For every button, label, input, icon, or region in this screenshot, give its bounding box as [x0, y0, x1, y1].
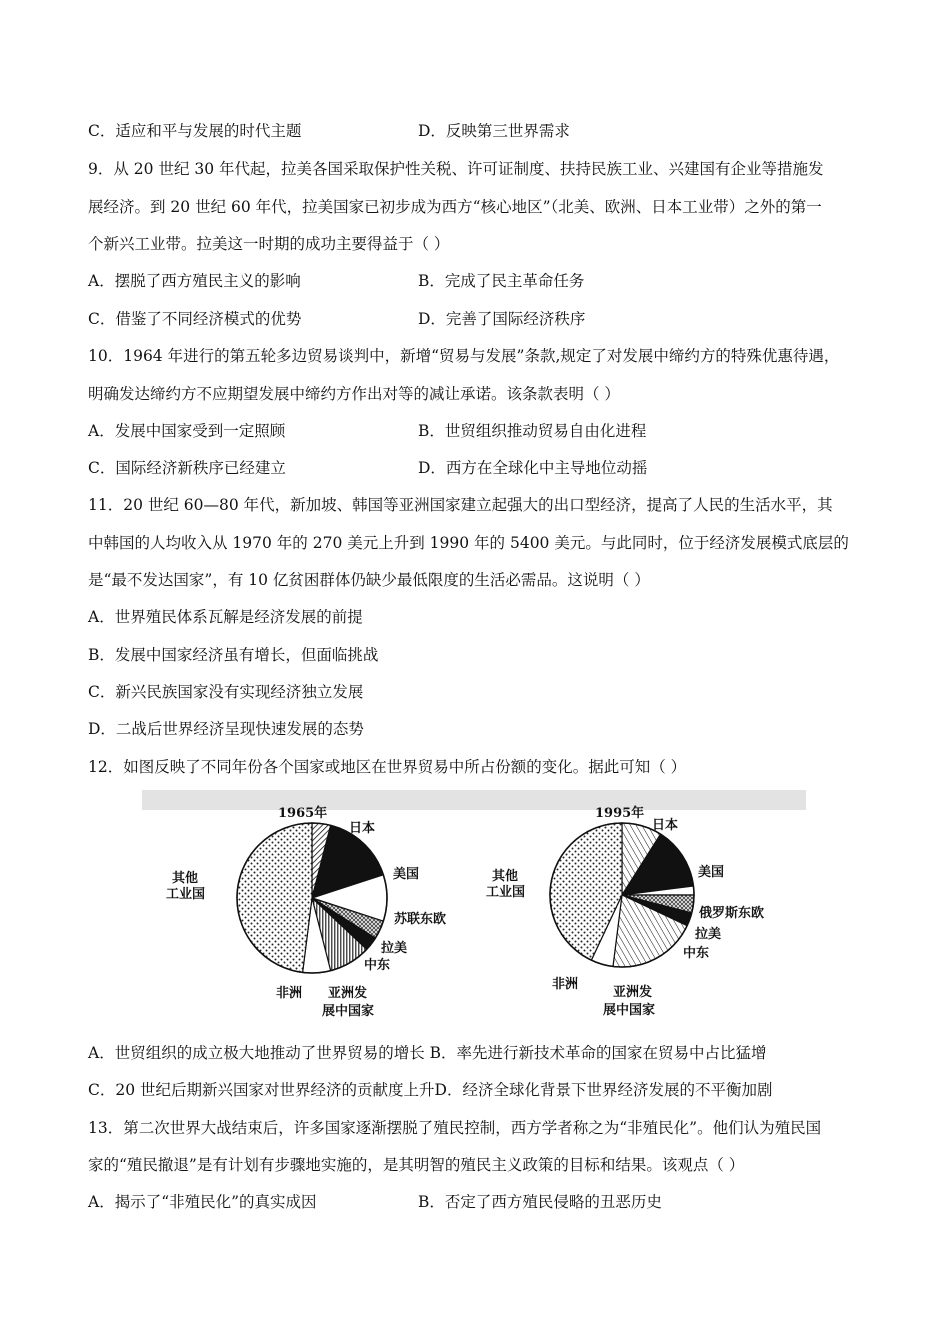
q9-stem-line-3: 个新兴工业带。拉美这一时期的成功主要得益于（ ）: [88, 235, 450, 253]
pie-1995: [550, 823, 694, 967]
figure-top-band: [142, 790, 806, 810]
pie-charts-svg: [142, 790, 806, 1030]
q10-option-a[interactable]: A．发展中国家受到一定照顾: [88, 422, 286, 440]
q12-pie-figure: [142, 790, 806, 1030]
pie-1995-japan-label: 日本: [652, 818, 679, 833]
q9-stem-line-1: 9．从 20 世纪 30 年代起，拉美各国采取保护性关税、许可证制度、扶持民族工业、兴建国有企业等措施发: [88, 160, 824, 178]
pie-1965-east-label: 苏联东欧: [394, 912, 447, 927]
q11-option-c[interactable]: C．新兴民族国家没有实现经济独立发展: [88, 683, 364, 701]
q9-option-c[interactable]: C．借鉴了不同经济模式的优势: [88, 310, 302, 328]
q11-stem-line-2: 中韩国的人均收入从 1970 年的 270 美元上升到 1990 年的 5400 美元。与此同时，位于经济发展模式底层的: [88, 534, 849, 552]
q9-stem-line-2: 展经济。到 20 世纪 60 年代，拉美国家已初步成为西方“核心地区”（北美、欧洲、日本工业带）之外的第一: [88, 198, 822, 216]
pie-1965-usa-label: 美国: [393, 867, 420, 882]
q11-option-b[interactable]: B．发展中国家经济虽有增长，但面临挑战: [88, 646, 379, 664]
pie-1995-latin-label: 拉美: [695, 927, 722, 942]
pie-1995-east-label: 俄罗斯东欧: [699, 906, 765, 921]
q10-stem-line-1: 10．1964 年进行的第五轮多边贸易谈判中，新增“贸易与发展”条款,规定了对发展中缔约方的特殊优惠待遇，: [88, 347, 840, 365]
q11-stem-line-1: 11．20 世纪 60—80 年代，新加坡、韩国等亚洲国家建立起强大的出口型经济，提高了人民的生活水平，其: [88, 496, 833, 514]
pie-1995-asia-label-2: 展中国家: [603, 1003, 656, 1018]
q9-option-d[interactable]: D．完善了国际经济秩序: [418, 310, 586, 328]
pie-slice-其他工业国: [237, 823, 312, 972]
pie-1995-year-label: 1995年: [595, 806, 645, 821]
q8-option-c[interactable]: C．适应和平与发展的时代主题: [88, 122, 302, 140]
q10-option-d[interactable]: D．西方在全球化中主导地位动摇: [418, 459, 648, 477]
q13-option-a[interactable]: A．揭示了“非殖民化”的真实成因: [88, 1193, 317, 1211]
pie-1965-others-label-1: 其他: [172, 871, 199, 886]
q11-stem-line-3: 是“最不发达国家”，有 10 亿贫困群体仍缺少最低限度的生活必需品。这说明（ ）: [88, 571, 650, 589]
pie-1965-mideast-label: 中东: [364, 958, 391, 973]
q10-option-b[interactable]: B．世贸组织推动贸易自由化进程: [418, 422, 647, 440]
q11-option-a[interactable]: A．世界殖民体系瓦解是经济发展的前提: [88, 608, 363, 626]
q9-option-a[interactable]: A．摆脱了西方殖民主义的影响: [88, 272, 301, 290]
pie-1965-others-label-2: 工业国: [166, 887, 206, 902]
pie-1965-africa-label: 非洲: [276, 986, 303, 1001]
pie-1965-latin-label: 拉美: [381, 941, 408, 956]
pie-1995-asia-label-1: 亚洲发: [613, 985, 653, 1000]
pie-1965-asia-label-2: 展中国家: [322, 1004, 375, 1019]
pie-1995-others-label-1: 其他: [492, 869, 519, 884]
pie-1995-others-label-2: 工业国: [486, 885, 526, 900]
pie-1995-mideast-label: 中东: [683, 946, 710, 961]
pie-1965: [237, 823, 387, 973]
q13-option-b[interactable]: B．否定了西方殖民侵略的丑恶历史: [418, 1193, 662, 1211]
q12-options-line-1[interactable]: A．世贸组织的成立极大地推动了世界贸易的增长 B．率先进行新技术革命的国家在贸易中占比猛增: [88, 1044, 767, 1062]
q12-stem: 12．如图反映了不同年份各个国家或地区在世界贸易中所占份额的变化。据此可知（ ）: [88, 758, 687, 776]
pie-1995-africa-label: 非洲: [552, 977, 579, 992]
q11-option-d[interactable]: D．二战后世界经济呈现快速发展的态势: [88, 720, 364, 738]
pie-1995-usa-label: 美国: [698, 865, 725, 880]
q9-option-b[interactable]: B．完成了民主革命任务: [418, 272, 585, 290]
q12-options-line-2[interactable]: C．20 世纪后期新兴国家对世界经济的贡献度上升D．经济全球化背景下世界经济发展的不平衡加剧: [88, 1081, 773, 1099]
pie-1965-year-label: 1965年: [278, 806, 328, 821]
q10-option-c[interactable]: C．国际经济新秩序已经建立: [88, 459, 286, 477]
q10-stem-line-2: 明确发达缔约方不应期望发展中缔约方作出对等的减让承诺。该条款表明（ ）: [88, 385, 620, 403]
q13-stem-line-1: 13．第二次世界大战结束后，许多国家逐渐摆脱了殖民控制，西方学者称之为“非殖民化”。他们认为殖民国: [88, 1119, 822, 1137]
pie-1965-japan-label: 日本: [349, 821, 376, 836]
q13-stem-line-2: 家的“殖民撤退”是有计划有步骤地实施的，是其明智的殖民主义政策的目标和结果。该观点（ ）: [88, 1156, 745, 1174]
pie-1965-asia-label-1: 亚洲发: [328, 986, 368, 1001]
q8-option-d[interactable]: D．反映第三世界需求: [418, 122, 570, 140]
